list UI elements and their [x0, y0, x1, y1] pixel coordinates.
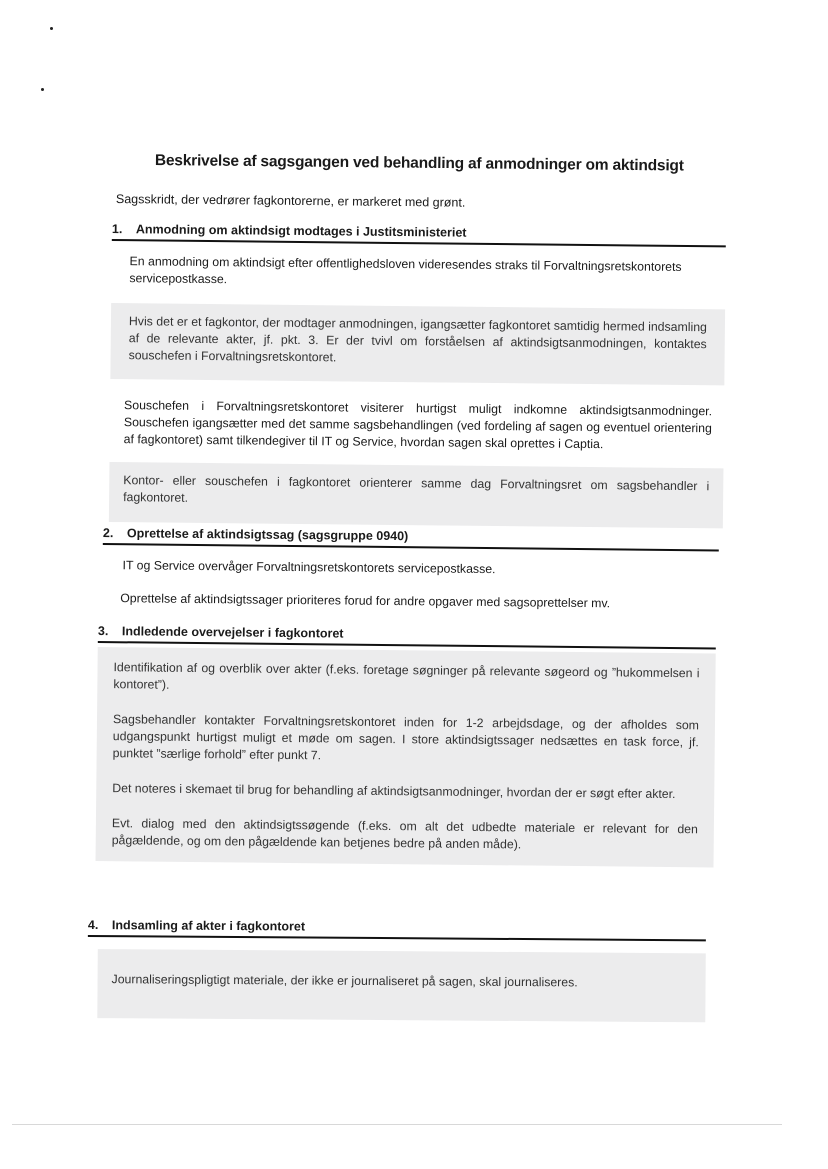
scan-speck	[50, 27, 53, 30]
section-heading	[98, 624, 716, 649]
step-paragraph-green: Evt. dialog med den aktindsigtssøgende (f.eks. om alt det udbedte materiale er relevant for den pågældende, og om den pågældende kan betjenes bedre på anden måde).	[111, 816, 698, 852]
section-title: Indledende overvejelser i fagkontoret	[121, 624, 344, 641]
green-step-block	[96, 647, 716, 867]
step-paragraph: Oprettelse af aktindsigtssager prioriteres forud for andre opgaver med sagsoprettelser mv.	[102, 584, 718, 619]
section-3	[96, 624, 716, 867]
scan-edge-line	[12, 1124, 782, 1125]
step-paragraph: Souschefen i Forvaltningsretskontoret visiterer hurtigst muligt indkomne aktindsigtsanmodninger. Souschefen igangsætter med det samme sagsbehandlingen (ved fordeling af sagen og eventuel orientering af fagkontoret) samt tilkendegiver til IT og Service, hvordan sagen skal oprettes i Captia.	[110, 391, 725, 460]
step-paragraph-green: Journaliseringspligtigt materiale, der ikke er journaliseret på sagen, skal journaliseres.	[97, 949, 705, 1022]
step-paragraph-green: Hvis det er et fagkontor, der modtager anmodningen, igangsætter fagkontoret samtidig hermed indsamling af de relevante akter, jf. pkt. 3. Er der tvivl om forståelsen af aktindsigtsanmodningen, kontaktes souschefen i Forvaltningsretskontoret.	[110, 303, 725, 385]
section-title: Indsamling af akter i fagkontoret	[111, 918, 306, 934]
section-title: Anmodning om aktindsigt modtages i Justitsministeriet	[135, 222, 467, 240]
section-number: 1.	[111, 222, 123, 237]
step-paragraph: En anmodning om aktindsigt efter offentlighedsloven videresendes straks til Forvaltningsretskontorets servicepostkasse.	[111, 247, 725, 299]
section-1	[109, 222, 726, 528]
section-number: 3.	[97, 624, 109, 639]
step-paragraph-green: Kontor- eller souschefen i fagkontoret orienterer samme dag Forvaltningsret om sagsbehandler i fagkontoret.	[109, 462, 724, 528]
section-number: 2.	[102, 526, 114, 541]
step-paragraph-green: Sagsbehandler kontakter Forvaltningsretskontoret inden for 1-2 arbejdsdage, og der afholdes som udgangspunkt hurtigst muligt et møde om sagen. I store aktindsigtssager nedsættes en task force, jf. punktet ”særlige forhold” efter punkt 7.	[112, 712, 700, 763]
section-heading	[112, 222, 726, 247]
document-title: Beskrivelse af sagsgangen ved behandling af anmodninger om aktindsigt	[154, 152, 684, 175]
step-paragraph: IT og Service overvåger Forvaltningsretskontorets servicepostkasse.	[102, 551, 718, 586]
section-title: Oprettelse af aktindsigtssag (sagsgruppe 0940)	[126, 526, 409, 544]
section-heading	[103, 526, 719, 551]
section-4	[87, 918, 706, 1022]
section-2	[102, 526, 719, 619]
section-number: 4.	[87, 918, 99, 933]
step-paragraph-green: Identifikation af og overblik over akter (f.eks. foretage søgninger på relevante søgeord og ”hukommelsen i kontoret”).	[113, 660, 700, 692]
scan-speck	[41, 88, 44, 91]
step-paragraph-green: Det noteres i skemaet til brug for behandling af aktindsigtsanmodninger, hvordan der er søgt efter akter.	[112, 781, 676, 802]
section-heading	[88, 918, 706, 941]
document-subtitle: Sagsskridt, der vedrører fagkontorerne, er markeret med grønt.	[115, 192, 466, 210]
